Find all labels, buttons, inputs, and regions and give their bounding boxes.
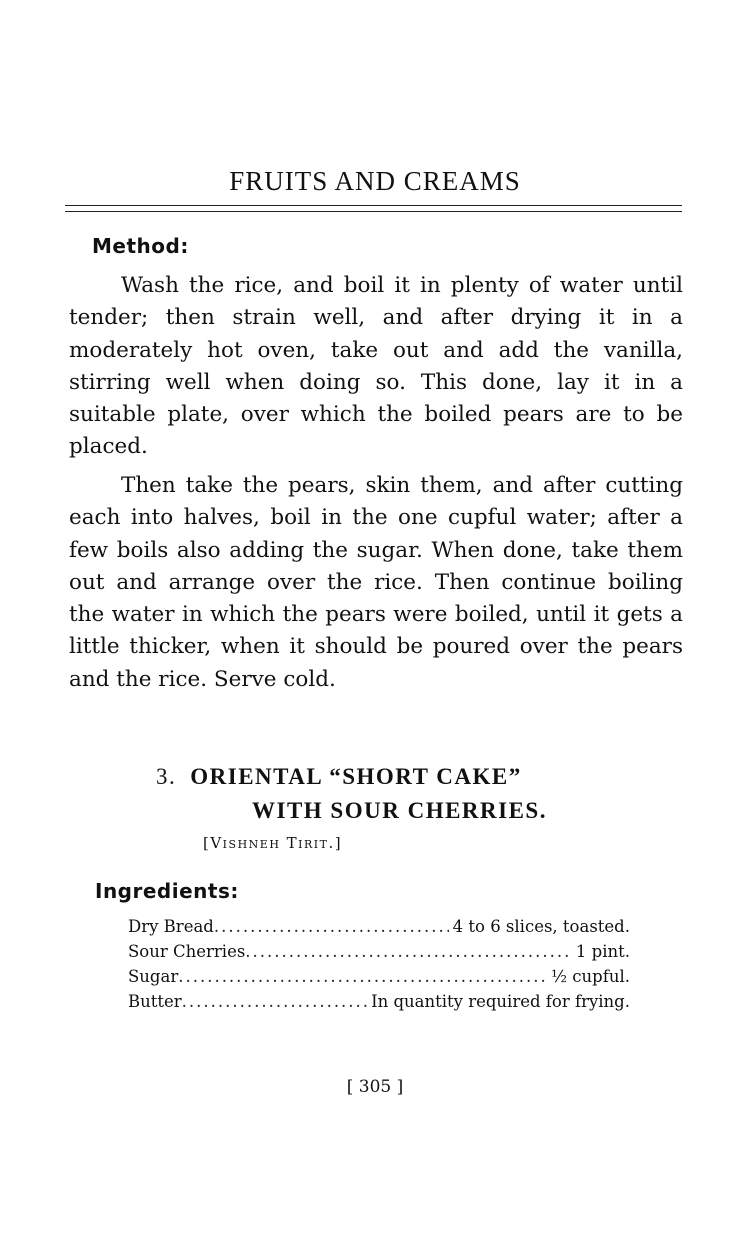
- header-rule-bottom: [65, 211, 682, 212]
- ingredient-name: Sugar: [128, 967, 179, 986]
- running-head: FRUITS AND CREAMS: [229, 166, 521, 196]
- recipe-title-line2: WITH SOUR CHERRIES.: [252, 798, 547, 823]
- ingredient-row: [128, 992, 630, 1017]
- ingredient-row: [128, 967, 630, 992]
- dot-leader: [245, 942, 572, 961]
- method-paragraph: Then take the pears, skin them, and after cutting each into halves, boil in the one cupful water; after a few boils also adding the sugar. When done, take them out and arrange over the rice. Then continue boiling the water in which the pears were boiled, until it gets a little thicker, when it should be poured over the pears and the rice. Serve cold.: [69, 473, 683, 692]
- dot-leader: [182, 992, 367, 1011]
- ingredient-name: Butter: [128, 992, 182, 1011]
- dot-leader: [178, 967, 547, 986]
- recipe-title: [156, 764, 522, 790]
- ingredients-list: [128, 917, 630, 1017]
- ingredient-quantity: In quantity required for frying.: [371, 992, 630, 1011]
- ingredient-quantity: ½ cupful.: [551, 967, 630, 986]
- header-rule-top: [65, 205, 682, 206]
- method-label: Method:: [92, 234, 189, 258]
- recipe-number: 3.: [156, 764, 177, 789]
- dot-leader: [214, 917, 449, 936]
- ingredient-name: Dry Bread: [128, 917, 214, 936]
- ingredient-quantity: 1 pint.: [575, 942, 630, 961]
- ingredient-quantity: 4 to 6 slices, toasted.: [452, 917, 630, 936]
- method-paragraph: Wash the rice, and boil it in plenty of water until tender; then strain well, and after drying it in a moderately hot oven, take out and add the vanilla, stirring well when doing so. This done, lay it in a suitable plate, over which the boiled pears are to be placed.: [69, 273, 683, 460]
- ingredient-row: [128, 942, 630, 967]
- recipe-subtitle: [Vishneh Tirit.]: [203, 834, 343, 852]
- ingredient-name: Sour Cherries: [128, 942, 246, 961]
- ingredients-label: Ingredients:: [95, 879, 239, 903]
- page-number: [ 305 ]: [346, 1077, 404, 1097]
- ingredient-row: [128, 917, 630, 942]
- recipe-title-line1: ORIENTAL “SHORT CAKE”: [190, 764, 522, 789]
